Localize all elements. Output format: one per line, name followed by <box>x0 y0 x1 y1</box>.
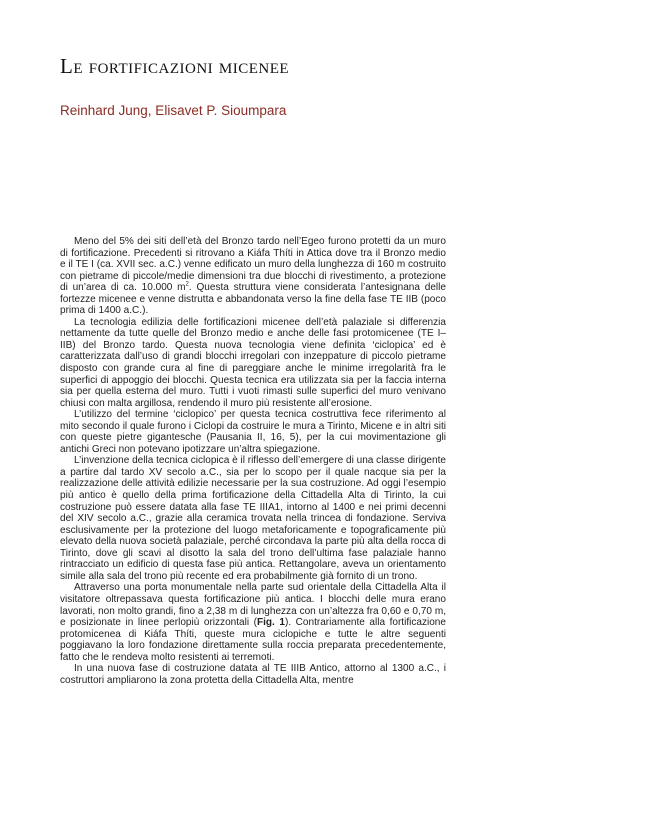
article-body <box>60 236 446 686</box>
paragraph-3: L’utilizzo del termine ‘ciclopico’ per questa tecnica costruttiva fece riferimento al mito secondo il quale furono i Ciclopi da costruire le mura a Tirinto, Micene e in altri siti con queste pietre gigantesche (Pausania II, 16, 5), per la cui movimentazione gli antichi Greci non potevano ipotizzare un’altra spiegazione. <box>60 409 446 455</box>
paragraph-5-text-b: ). Contrariamente alla fortificazione protomicenea di Kiáfa Thíti, queste mura ciclopiche e tutte le altre seguenti poggiavano la loro fondazione direttamente sulla roccia preparata precedentemente, fatto che le rendeva molto resistenti ai terremoti. <box>60 617 446 663</box>
superscript: 2 <box>185 281 189 288</box>
paragraph-6: In una nuova fase di costruzione datata al TE IIIB Antico, attorno al 1300 a.C., i costruttori ampliarono la zona protetta della Cittadella Alta, mentre <box>60 663 446 686</box>
figure-reference: Fig. 1 <box>256 617 285 629</box>
paragraph-1 <box>60 236 446 317</box>
paragraph-1-text-b: . Questa struttura viene considerata l’antesignana delle fortezze micenee e venne distrutta e abbandonata verso la fine della fase TE IIB (poco prima di 1400 a.C.). <box>60 282 446 317</box>
authors: Reinhard Jung, Elisavet P. Sioumpara <box>60 103 287 118</box>
paragraph-1-text-a: Meno del 5% dei siti dell’età del Bronzo tardo nell’Egeo furono protetti da un muro di fortificazione. Precedenti si ritrovano a Kiáfa Thíti in Attica dove tra il Bronzo medio e il TE I (ca. XVII sec. a.C.) venne edificato un muro della lunghezza di 160 m costruito con pietrame di piccole/medie dimensioni tra due blocchi di rivestimento, a protezione di un’area di ca. 10.000 m <box>60 236 446 294</box>
paragraph-5-text-a: Attraverso una porta monumentale nella parte sud orientale della Cittadella Alta il visitatore oltrepassava questa fortificazione più antica. I blocchi delle mura erano lavorati, non molto grandi, fino a 2,38 m di lunghezza con un’altezza fra 0,60 e 0,70 m, e posizionate in linee perlopiù orizzontali ( <box>60 582 446 629</box>
page-title: Le fortificazioni micenee <box>60 54 290 78</box>
paragraph-5 <box>60 582 446 663</box>
paragraph-2: La tecnologia edilizia delle fortificazioni micenee dell’età palaziale si differenzia nettamente da tutte quelle del Bronzo medio e anche delle fasi protomicenee (TE I–IIB) del Bronzo tardo. Questa nuova tecnologia viene definita ‘ciclopica’ ed è caratterizzata dall’uso di grandi blocchi irregolari con inzeppature di piccolo pietrame disposto con grande cura al fine di pareggiare anche le minime irregolarità fra le superfici di appoggio dei blocchi. Questa tecnica era utilizzata sia per la faccia interna sia per quella esterna del muro. Tutti i vuoti rimasti sulle superfici del muro venivano chiusi con malta argillosa, rendendo il muro più resistente all’erosione. <box>60 316 446 409</box>
paragraph-4: L’invenzione della tecnica ciclopica è il riflesso dell’emergere di una classe dirigente a partire dal tardo XV secolo a.C., sia per lo scopo per il quale nacque sia per la realizzazione delle attività edilizie necessarie per la sua costruzione. Ad oggi l’esempio più antico è quello della prima fortificazione della Cittadella Alta di Tirinto, la cui costruzione può essere datata alla fase TE IIIA1, intorno al 1400 e nei primi decenni del XIV secolo a.C., grazie alla ceramica trovata nella trincea di fondazione. Serviva esclusivamente per la protezione del luogo metaforicamente e topograficamente più elevato della nuova società palaziale, perché circondava la parte più alta della rocca di Tirinto, dove gli scavi al disotto la sala del trono dell’ultima fase palaziale hanno rintracciato un edificio di questa fase più antica. Rettangolare, aveva un orientamento simile alla sala del trono più recente ed era probabilmente già fornito di un trono. <box>60 455 446 582</box>
